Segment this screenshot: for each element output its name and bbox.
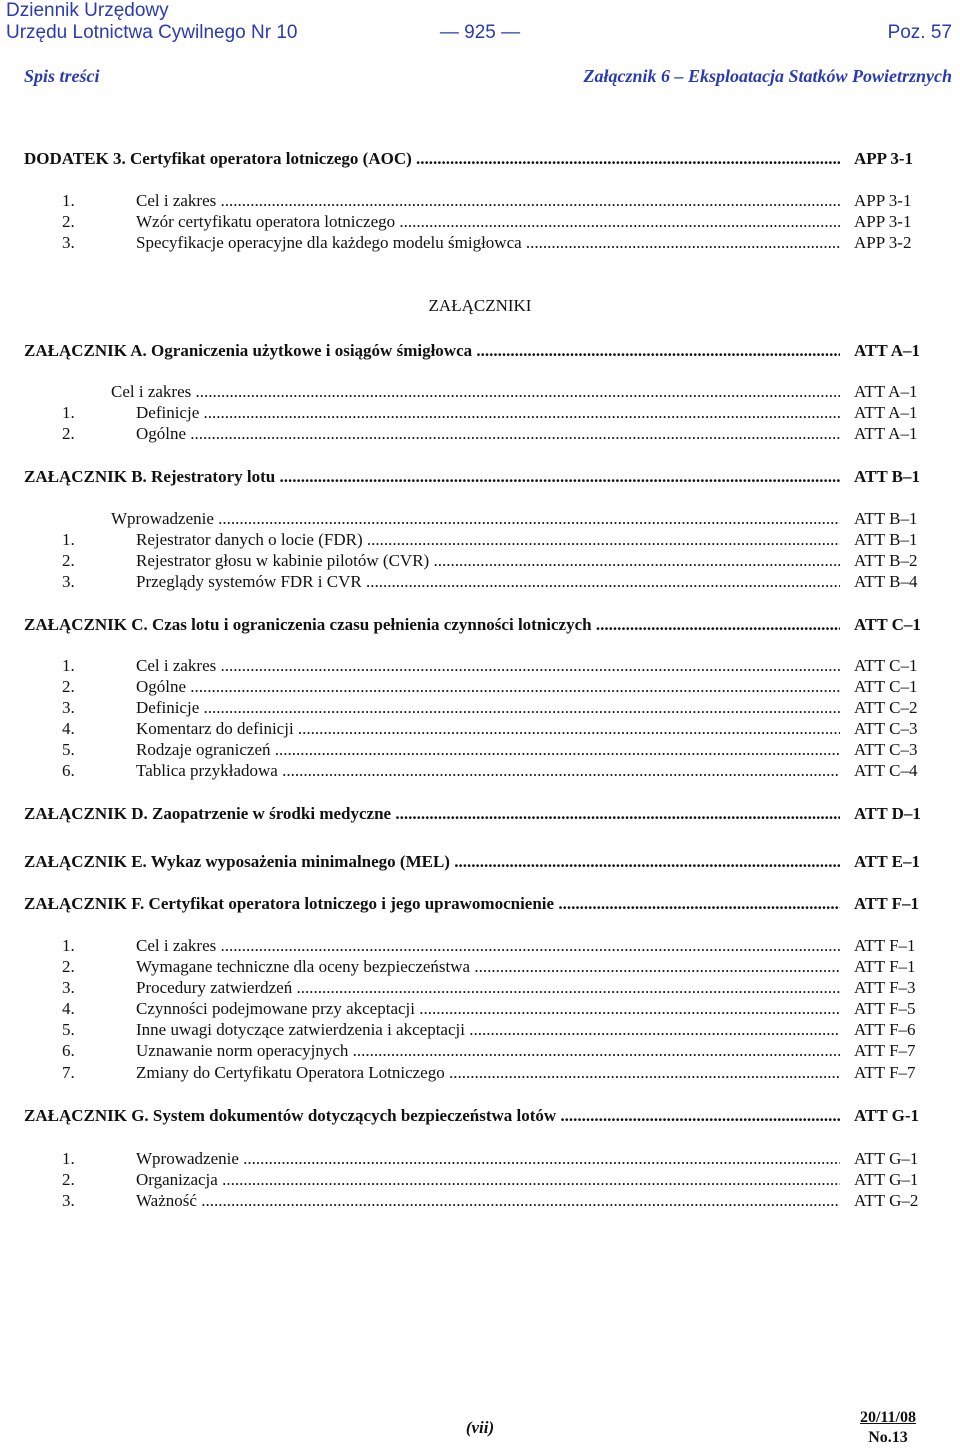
toc-entry-label: DODATEK 3. Certyfikat operatora lotniczego (AOC) ..... — [24, 149, 840, 168]
toc-entry-page: ATT F–6 — [854, 1020, 916, 1039]
toc-entry-number: 3. — [62, 978, 75, 997]
toc-entry[interactable] — [24, 381, 924, 403]
toc-entry[interactable] — [24, 148, 924, 170]
toc-entry[interactable] — [24, 1169, 924, 1191]
toc-entry[interactable] — [24, 529, 924, 551]
toc-entry-number: 5. — [62, 740, 75, 759]
toc-entry-number: 4. — [62, 999, 75, 1018]
toc-entry-number: 1. — [62, 656, 75, 675]
toc-entry-label: Wzór certyfikatu operatora lotniczego ..... — [136, 212, 840, 231]
toc-entry[interactable] — [24, 935, 924, 957]
toc-entry-page: ATT B–1 — [854, 509, 918, 528]
toc-entry-label: Rejestrator danych o locie (FDR) ..... — [136, 530, 840, 549]
toc-entry-label: Ważność ..... — [136, 1191, 840, 1210]
toc-entry-page: ATT A–1 — [854, 382, 918, 401]
toc-entry-label: ZAŁĄCZNIK E. Wykaz wyposażenia minimalnego (MEL) ..... — [24, 852, 840, 871]
toc-entry[interactable] — [24, 1062, 924, 1084]
toc-entry-number: 3. — [62, 233, 75, 252]
toc-entry[interactable] — [24, 1148, 924, 1170]
toc-entry-page: ATT C–2 — [854, 698, 918, 717]
toc-entry[interactable] — [24, 402, 924, 424]
toc-entry-label: Zmiany do Certyfikatu Operatora Lotniczego ..... — [136, 1063, 840, 1082]
toc-entry-label: Definicje ..... — [136, 403, 840, 422]
toc-entry-number: 1. — [62, 936, 75, 955]
toc-entry-page: ATT B–4 — [854, 572, 918, 591]
toc-entry-page: ATT F–1 — [854, 894, 920, 913]
toc-entry-label: ZAŁĄCZNIK A. Ograniczenia użytkowe i osiągów śmigłowca ..... — [24, 341, 840, 360]
toc-entry[interactable] — [24, 977, 924, 999]
toc-entry-label: Wymagane techniczne dla oceny bezpieczeństwa ..... — [136, 957, 840, 976]
footer-date: 20/11/08 — [859, 1409, 916, 1426]
page-number: — 925 — — [439, 22, 521, 43]
toc-entry-page: ATT C–3 — [854, 740, 918, 759]
toc-entry[interactable] — [24, 803, 924, 825]
toc-entry[interactable] — [24, 466, 924, 488]
toc-entry-number: 1. — [62, 403, 75, 422]
toc-entry[interactable] — [24, 1019, 924, 1041]
toc-entry-label: Wprowadzenie ..... — [111, 509, 840, 528]
toc-entry-page: APP 3-1 — [854, 191, 912, 210]
toc-entry-page: ATT C–1 — [854, 615, 921, 634]
journal-title-line2: Urzędu Lotnictwa Cywilnego Nr 10 — [6, 22, 298, 43]
toc-entry-number: 2. — [62, 212, 75, 231]
toc-entry-page: APP 3-2 — [854, 233, 912, 252]
toc-entry-page: ATT B–1 — [854, 467, 920, 486]
toc-entry-label: ZAŁĄCZNIK G. System dokumentów dotyczących bezpieczeństwa lotów ..... — [24, 1106, 840, 1125]
toc-entry-page: ATT C–4 — [854, 761, 918, 780]
toc-entry[interactable] — [24, 550, 924, 572]
toc-entry[interactable] — [24, 1040, 924, 1062]
toc-entry-number: 2. — [62, 677, 75, 696]
footer-edition — [860, 1408, 916, 1448]
toc-entry[interactable] — [24, 998, 924, 1020]
toc-entry-label: Organizacja ..... — [136, 1170, 840, 1189]
toc-entry-page: ATT A–1 — [854, 403, 918, 422]
toc-entry[interactable] — [24, 571, 924, 593]
toc-entry-label: Cel i zakres ..... — [136, 191, 840, 210]
toc-entry[interactable] — [24, 614, 924, 636]
toc-entry-number: 6. — [62, 761, 75, 780]
toc-entry-page: APP 3-1 — [854, 149, 914, 168]
toc-entry[interactable] — [24, 508, 924, 530]
toc-entry-label: Wprowadzenie ..... — [136, 1149, 840, 1168]
toc-entry-label: ZAŁĄCZNIK C. Czas lotu i ograniczenia czasu pełnienia czynności lotniczych ..... — [24, 615, 840, 634]
toc-entry-number: 1. — [62, 191, 75, 210]
toc-entry-label: Cel i zakres ..... — [111, 382, 840, 401]
toc-entry[interactable] — [24, 893, 924, 915]
toc-entry-label: Definicje ..... — [136, 698, 840, 717]
toc-entry-label: Uznawanie norm operacyjnych ..... — [136, 1041, 840, 1060]
toc-entry-page: ATT F–7 — [854, 1063, 916, 1082]
toc-entry-page: ATT A–1 — [854, 424, 918, 443]
toc-entry-page: ATT B–1 — [854, 530, 918, 549]
toc-entry-label: Tablica przykładowa ..... — [136, 761, 840, 780]
journal-title-line1: Dziennik Urzędowy — [6, 0, 169, 21]
toc-entry-number: 1. — [62, 1149, 75, 1168]
toc-entry-label: Komentarz do definicji ..... — [136, 719, 840, 738]
toc-entry-page: ATT C–1 — [854, 656, 918, 675]
toc-entry-page: ATT F–5 — [854, 999, 916, 1018]
toc-entry[interactable] — [24, 676, 924, 698]
toc-entry[interactable] — [24, 655, 924, 677]
toc-entry-page: ATT F–1 — [854, 936, 916, 955]
toc-entry-page: ATT G–2 — [854, 1191, 919, 1210]
toc-entry-page: ATT F–3 — [854, 978, 916, 997]
toc-entry[interactable] — [24, 211, 924, 233]
toc-entry-label: Specyfikacje operacyjne dla każdego modelu śmigłowca ..... — [136, 233, 840, 252]
toc-entry[interactable] — [24, 760, 924, 782]
toc-entry-label: ZAŁĄCZNIK F. Certyfikat operatora lotniczego i jego uprawomocnienie ..... — [24, 894, 840, 913]
toc-entry[interactable] — [24, 718, 924, 740]
toc-entry-label: ZAŁĄCZNIK D. Zaopatrzenie w środki medyczne ..... — [24, 804, 840, 823]
toc-entry-page: ATT B–2 — [854, 551, 918, 570]
toc-entry[interactable] — [24, 697, 924, 719]
toc-entry-label: Przeglądy systemów FDR i CVR ..... — [136, 572, 840, 591]
toc-entry-number: 2. — [62, 551, 75, 570]
toc-entry-number: 5. — [62, 1020, 75, 1039]
toc-entry-number: 3. — [62, 572, 75, 591]
toc-entry-label: Procedury zatwierdzeń ..... — [136, 978, 840, 997]
toc-entry-label: Cel i zakres ..... — [136, 656, 840, 675]
toc-heading: Spis treści — [24, 66, 100, 86]
toc-entry[interactable] — [24, 1105, 924, 1127]
toc-entry-number: 1. — [62, 530, 75, 549]
toc-entry-label: Rodzaje ograniczeń ..... — [136, 740, 840, 759]
toc-entry-number: 3. — [62, 1191, 75, 1210]
section-title: ZAŁĄCZNIKI — [428, 296, 532, 315]
toc-entry-number: 3. — [62, 698, 75, 717]
toc-entry-page: ATT F–7 — [854, 1041, 916, 1060]
toc-entry-label: Inne uwagi dotyczące zatwierdzenia i akceptacji ..... — [136, 1020, 840, 1039]
toc-entry[interactable] — [24, 956, 924, 978]
annex-title: Załącznik 6 – Eksploatacja Statków Powietrznych — [583, 66, 952, 86]
toc-entry[interactable] — [24, 851, 924, 873]
toc-entry-number: 6. — [62, 1041, 75, 1060]
toc-entry-page: ATT A–1 — [854, 341, 920, 360]
toc-entry-page: ATT G–1 — [854, 1170, 919, 1189]
toc-entry[interactable] — [24, 739, 924, 761]
toc-entry-page: ATT C–3 — [854, 719, 918, 738]
footer-page-roman: (vii) — [465, 1418, 495, 1437]
toc-entry-number: 4. — [62, 719, 75, 738]
toc-entry-label: ZAŁĄCZNIK B. Rejestratory lotu ..... — [24, 467, 840, 486]
toc-entry[interactable] — [24, 190, 924, 212]
toc-entry-page: ATT C–1 — [854, 677, 918, 696]
toc-entry-label: Ogólne ..... — [136, 424, 840, 443]
toc-entry-label: Czynności podejmowane przy akceptacji ..... — [136, 999, 840, 1018]
toc-entry-label: Rejestrator głosu w kabinie pilotów (CVR) ..... — [136, 551, 840, 570]
toc-entry[interactable] — [24, 340, 924, 362]
toc-entry-page: ATT G–1 — [854, 1149, 919, 1168]
toc-entry[interactable] — [24, 423, 924, 445]
toc-entry-page: ATT F–1 — [854, 957, 916, 976]
toc-entry-number: 7. — [62, 1063, 75, 1082]
toc-entry-label: Ogólne ..... — [136, 677, 840, 696]
toc-entry-page: ATT D–1 — [854, 804, 921, 823]
toc-entry-number: 2. — [62, 424, 75, 443]
toc-entry-page: ATT E–1 — [854, 852, 920, 871]
toc-entry-number: 2. — [62, 1170, 75, 1189]
position-number: Poz. 57 — [887, 22, 952, 43]
toc-entry-page: ATT G-1 — [854, 1106, 920, 1125]
toc-entry[interactable] — [24, 1190, 924, 1212]
toc-entry-page: APP 3-1 — [854, 212, 912, 231]
toc-entry-label: Cel i zakres ..... — [136, 936, 840, 955]
footer-number: No.13 — [868, 1429, 908, 1446]
toc-entry-number: 2. — [62, 957, 75, 976]
toc-entry[interactable] — [24, 232, 924, 254]
